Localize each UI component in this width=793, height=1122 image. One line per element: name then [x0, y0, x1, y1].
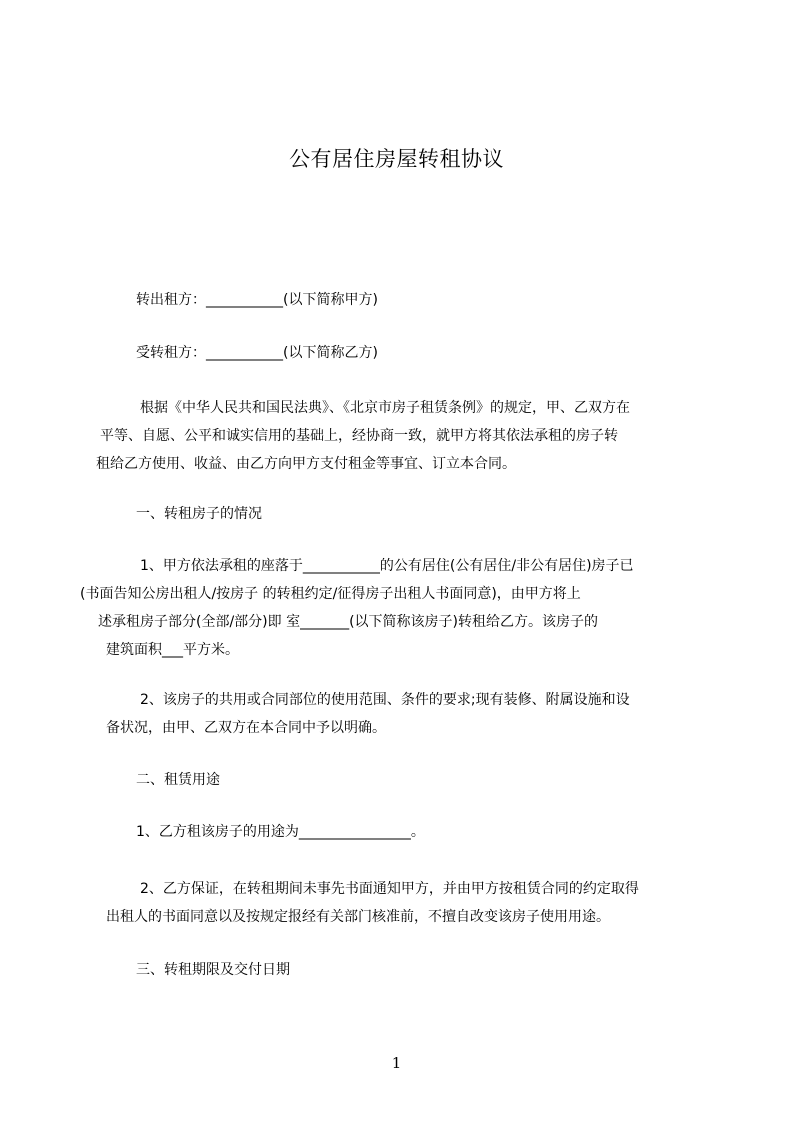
section2-clause1: 1、乙方租该房子的用途为________________。	[136, 824, 425, 840]
clause-line: 1、甲方依法承租的座落于___________的公有居住(公有居住/非公有居住)房子已	[140, 558, 634, 574]
section2-clause2	[80, 875, 712, 931]
preamble-paragraph	[80, 394, 712, 478]
section-heading: 一、转租房子的情况	[136, 506, 262, 522]
document-title: 公有居住房屋转租协议	[289, 147, 504, 171]
preamble-line: 平等、自愿、公平和诚实信用的基础上，经协商一致，就甲方将其依法承租的房子转	[100, 428, 618, 444]
section1-clause1	[80, 552, 712, 664]
clause-line: 2、乙方保证，在转租期间未事先书面通知甲方，并由甲方按租赁合同的约定取得	[140, 881, 639, 897]
lessee-line: 受转租方：___________(以下简称乙方)	[136, 345, 378, 361]
lessor-line: 转出租方：___________(以下简称甲方)	[136, 292, 378, 308]
clause-line: 述承租房子部分(全部/部分)即 室_______(以下简称该房子)转租给乙方。该房子的	[98, 614, 599, 630]
section-heading: 三、转租期限及交付日期	[136, 962, 290, 978]
preamble-line: 根据《中华人民共和国民法典》、《北京市房子租赁条例》的规定，甲、乙双方在	[140, 400, 630, 416]
page-number: 1	[391, 1054, 402, 1072]
clause-line: 出租人的书面同意以及按规定报经有关部门核准前，不擅自改变该房子使用用途。	[106, 909, 610, 925]
preamble-line: 租给乙方使用、收益、由乙方向甲方支付租金等事宜、订立本合同。	[96, 456, 516, 472]
clause-line: (书面告知公房出租人/按房子 的转租约定/征得房子出租人书面同意)，由甲方将上	[80, 586, 581, 602]
clause-line: 2、该房子的共用或合同部位的使用范围、条件的要求;现有装修、附属设施和设	[140, 692, 630, 708]
clause-line: 建筑面积___平方米。	[106, 642, 239, 658]
clause-line: 备状况，由甲、乙双方在本合同中予以明确。	[106, 720, 386, 736]
section1-clause2	[80, 686, 712, 742]
section-heading: 二、租赁用途	[136, 772, 220, 788]
